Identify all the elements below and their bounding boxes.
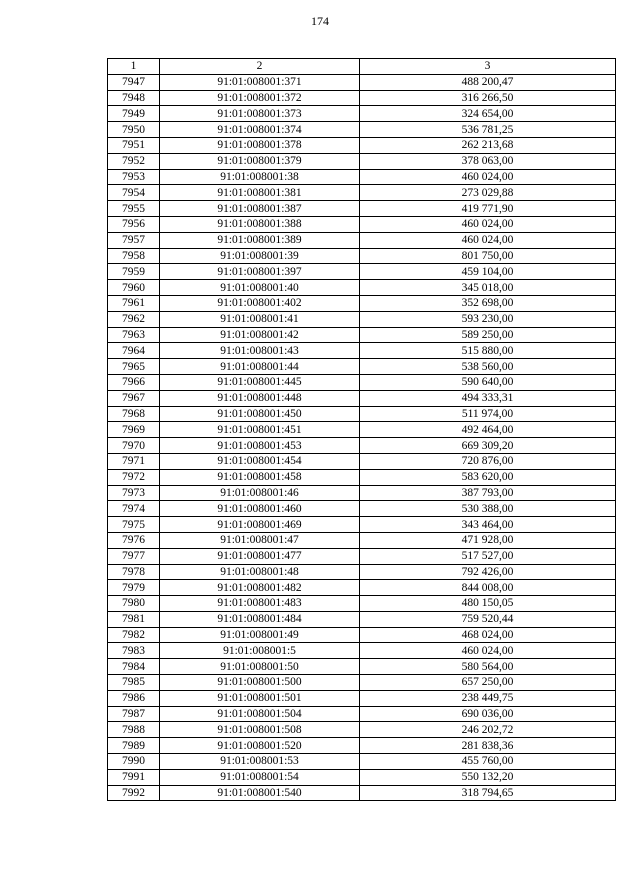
row-number-cell: 7949 (108, 106, 160, 122)
table-row (108, 311, 616, 327)
value-cell: 471 928,00 (360, 532, 616, 548)
row-number-cell: 7961 (108, 295, 160, 311)
cadastral-number-cell: 91:01:008001:450 (160, 406, 360, 422)
table-row (108, 722, 616, 738)
row-number-cell: 7950 (108, 122, 160, 138)
column-header-2: 2 (160, 59, 360, 75)
table-row (108, 359, 616, 375)
cadastral-number-cell: 91:01:008001:43 (160, 343, 360, 359)
row-number-cell: 7960 (108, 280, 160, 296)
cadastral-number-cell: 91:01:008001:453 (160, 438, 360, 454)
table-row (108, 327, 616, 343)
table-row (108, 374, 616, 390)
cadastral-number-cell: 91:01:008001:373 (160, 106, 360, 122)
row-number-cell: 7982 (108, 627, 160, 643)
cadastral-number-cell: 91:01:008001:46 (160, 485, 360, 501)
row-number-cell: 7974 (108, 501, 160, 517)
table-row (108, 659, 616, 675)
cadastral-number-cell: 91:01:008001:40 (160, 280, 360, 296)
row-number-cell: 7948 (108, 90, 160, 106)
table-row (108, 438, 616, 454)
row-number-cell: 7965 (108, 359, 160, 375)
row-number-cell: 7992 (108, 785, 160, 801)
table-row (108, 580, 616, 596)
row-number-cell: 7990 (108, 754, 160, 770)
column-header-3: 3 (360, 59, 616, 75)
row-number-cell: 7959 (108, 264, 160, 280)
row-number-cell: 7970 (108, 438, 160, 454)
value-cell: 517 527,00 (360, 548, 616, 564)
table-row (108, 548, 616, 564)
cadastral-number-cell: 91:01:008001:500 (160, 675, 360, 691)
table-row (108, 690, 616, 706)
row-number-cell: 7962 (108, 311, 160, 327)
cadastral-number-cell: 91:01:008001:501 (160, 690, 360, 706)
table-row (108, 754, 616, 770)
cadastral-number-cell: 91:01:008001:504 (160, 706, 360, 722)
table-row (108, 643, 616, 659)
value-cell: 792 426,00 (360, 564, 616, 580)
row-number-cell: 7973 (108, 485, 160, 501)
row-number-cell: 7963 (108, 327, 160, 343)
value-cell: 316 266,50 (360, 90, 616, 106)
table-row (108, 422, 616, 438)
value-cell: 455 760,00 (360, 754, 616, 770)
row-number-cell: 7988 (108, 722, 160, 738)
row-number-cell: 7977 (108, 548, 160, 564)
row-number-cell: 7985 (108, 675, 160, 691)
table-row (108, 738, 616, 754)
row-number-cell: 7958 (108, 248, 160, 264)
table-row (108, 785, 616, 801)
cadastral-number-cell: 91:01:008001:388 (160, 216, 360, 232)
row-number-cell: 7947 (108, 74, 160, 90)
cadastral-number-cell: 91:01:008001:374 (160, 122, 360, 138)
table-row (108, 137, 616, 153)
cadastral-number-cell: 91:01:008001:508 (160, 722, 360, 738)
value-cell: 460 024,00 (360, 643, 616, 659)
table-header (108, 59, 616, 75)
cadastral-number-cell: 91:01:008001:49 (160, 627, 360, 643)
table-row (108, 453, 616, 469)
value-cell: 468 024,00 (360, 627, 616, 643)
cadastral-number-cell: 91:01:008001:445 (160, 374, 360, 390)
table-row (108, 232, 616, 248)
row-number-cell: 7980 (108, 596, 160, 612)
value-cell: 262 213,68 (360, 137, 616, 153)
cadastral-number-cell: 91:01:008001:54 (160, 769, 360, 785)
cadastral-number-cell: 91:01:008001:48 (160, 564, 360, 580)
value-cell: 238 449,75 (360, 690, 616, 706)
table-row (108, 295, 616, 311)
value-cell: 387 793,00 (360, 485, 616, 501)
table-row (108, 122, 616, 138)
value-cell: 720 876,00 (360, 453, 616, 469)
value-cell: 593 230,00 (360, 311, 616, 327)
row-number-cell: 7987 (108, 706, 160, 722)
cadastral-number-cell: 91:01:008001:47 (160, 532, 360, 548)
table-row (108, 74, 616, 90)
row-number-cell: 7991 (108, 769, 160, 785)
cadastral-number-cell: 91:01:008001:5 (160, 643, 360, 659)
row-number-cell: 7955 (108, 201, 160, 217)
header-row (108, 59, 616, 75)
value-cell: 690 036,00 (360, 706, 616, 722)
table-row (108, 517, 616, 533)
value-cell: 343 464,00 (360, 517, 616, 533)
value-cell: 583 620,00 (360, 469, 616, 485)
cadastral-number-cell: 91:01:008001:42 (160, 327, 360, 343)
column-header-1: 1 (108, 59, 160, 75)
value-cell: 538 560,00 (360, 359, 616, 375)
cadastral-number-cell: 91:01:008001:520 (160, 738, 360, 754)
table-row (108, 169, 616, 185)
value-cell: 492 464,00 (360, 422, 616, 438)
table-row (108, 406, 616, 422)
table-row (108, 532, 616, 548)
value-cell: 459 104,00 (360, 264, 616, 280)
value-cell: 480 150,05 (360, 596, 616, 612)
table-row (108, 248, 616, 264)
cadastral-number-cell: 91:01:008001:469 (160, 517, 360, 533)
table-row (108, 485, 616, 501)
cadastral-number-cell: 91:01:008001:389 (160, 232, 360, 248)
value-cell: 460 024,00 (360, 216, 616, 232)
registry-table (107, 58, 616, 801)
value-cell: 580 564,00 (360, 659, 616, 675)
cadastral-number-cell: 91:01:008001:477 (160, 548, 360, 564)
cadastral-number-cell: 91:01:008001:397 (160, 264, 360, 280)
cadastral-number-cell: 91:01:008001:387 (160, 201, 360, 217)
row-number-cell: 7978 (108, 564, 160, 580)
cadastral-number-cell: 91:01:008001:50 (160, 659, 360, 675)
table-row (108, 264, 616, 280)
value-cell: 324 654,00 (360, 106, 616, 122)
table-row (108, 216, 616, 232)
row-number-cell: 7971 (108, 453, 160, 469)
table-row (108, 564, 616, 580)
value-cell: 669 309,20 (360, 438, 616, 454)
value-cell: 657 250,00 (360, 675, 616, 691)
value-cell: 281 838,36 (360, 738, 616, 754)
value-cell: 460 024,00 (360, 232, 616, 248)
table-row (108, 343, 616, 359)
cadastral-number-cell: 91:01:008001:448 (160, 390, 360, 406)
cadastral-number-cell: 91:01:008001:39 (160, 248, 360, 264)
value-cell: 536 781,25 (360, 122, 616, 138)
cadastral-number-cell: 91:01:008001:483 (160, 596, 360, 612)
value-cell: 515 880,00 (360, 343, 616, 359)
table-row (108, 469, 616, 485)
row-number-cell: 7964 (108, 343, 160, 359)
cadastral-number-cell: 91:01:008001:371 (160, 74, 360, 90)
table-row (108, 390, 616, 406)
row-number-cell: 7967 (108, 390, 160, 406)
cadastral-number-cell: 91:01:008001:378 (160, 137, 360, 153)
row-number-cell: 7986 (108, 690, 160, 706)
value-cell: 488 200,47 (360, 74, 616, 90)
table-row (108, 706, 616, 722)
row-number-cell: 7981 (108, 611, 160, 627)
cadastral-number-cell: 91:01:008001:41 (160, 311, 360, 327)
cadastral-number-cell: 91:01:008001:482 (160, 580, 360, 596)
row-number-cell: 7953 (108, 169, 160, 185)
row-number-cell: 7954 (108, 185, 160, 201)
value-cell: 590 640,00 (360, 374, 616, 390)
value-cell: 273 029,88 (360, 185, 616, 201)
value-cell: 246 202,72 (360, 722, 616, 738)
cadastral-number-cell: 91:01:008001:458 (160, 469, 360, 485)
cadastral-number-cell: 91:01:008001:44 (160, 359, 360, 375)
table-row (108, 596, 616, 612)
row-number-cell: 7975 (108, 517, 160, 533)
row-number-cell: 7969 (108, 422, 160, 438)
value-cell: 511 974,00 (360, 406, 616, 422)
row-number-cell: 7976 (108, 532, 160, 548)
row-number-cell: 7984 (108, 659, 160, 675)
table-row (108, 90, 616, 106)
cadastral-number-cell: 91:01:008001:53 (160, 754, 360, 770)
value-cell: 345 018,00 (360, 280, 616, 296)
value-cell: 801 750,00 (360, 248, 616, 264)
row-number-cell: 7957 (108, 232, 160, 248)
value-cell: 530 388,00 (360, 501, 616, 517)
value-cell: 844 008,00 (360, 580, 616, 596)
table-row (108, 611, 616, 627)
table-row (108, 627, 616, 643)
table-row (108, 501, 616, 517)
cadastral-number-cell: 91:01:008001:460 (160, 501, 360, 517)
row-number-cell: 7968 (108, 406, 160, 422)
row-number-cell: 7989 (108, 738, 160, 754)
table-row (108, 675, 616, 691)
row-number-cell: 7966 (108, 374, 160, 390)
cadastral-number-cell: 91:01:008001:540 (160, 785, 360, 801)
cadastral-number-cell: 91:01:008001:379 (160, 153, 360, 169)
value-cell: 550 132,20 (360, 769, 616, 785)
page-number: 174 (311, 14, 329, 28)
cadastral-number-cell: 91:01:008001:454 (160, 453, 360, 469)
value-cell: 759 520,44 (360, 611, 616, 627)
row-number-cell: 7972 (108, 469, 160, 485)
row-number-cell: 7956 (108, 216, 160, 232)
row-number-cell: 7979 (108, 580, 160, 596)
row-number-cell: 7952 (108, 153, 160, 169)
table-row (108, 106, 616, 122)
cadastral-number-cell: 91:01:008001:381 (160, 185, 360, 201)
value-cell: 494 333,31 (360, 390, 616, 406)
value-cell: 352 698,00 (360, 295, 616, 311)
value-cell: 419 771,90 (360, 201, 616, 217)
cadastral-number-cell: 91:01:008001:484 (160, 611, 360, 627)
value-cell: 318 794,65 (360, 785, 616, 801)
table-row (108, 280, 616, 296)
value-cell: 460 024,00 (360, 169, 616, 185)
cadastral-number-cell: 91:01:008001:402 (160, 295, 360, 311)
table-row (108, 201, 616, 217)
table-row (108, 769, 616, 785)
cadastral-number-cell: 91:01:008001:372 (160, 90, 360, 106)
value-cell: 378 063,00 (360, 153, 616, 169)
table-row (108, 153, 616, 169)
row-number-cell: 7951 (108, 137, 160, 153)
cadastral-number-cell: 91:01:008001:38 (160, 169, 360, 185)
table-row (108, 185, 616, 201)
value-cell: 589 250,00 (360, 327, 616, 343)
table-body (108, 74, 616, 801)
cadastral-number-cell: 91:01:008001:451 (160, 422, 360, 438)
row-number-cell: 7983 (108, 643, 160, 659)
